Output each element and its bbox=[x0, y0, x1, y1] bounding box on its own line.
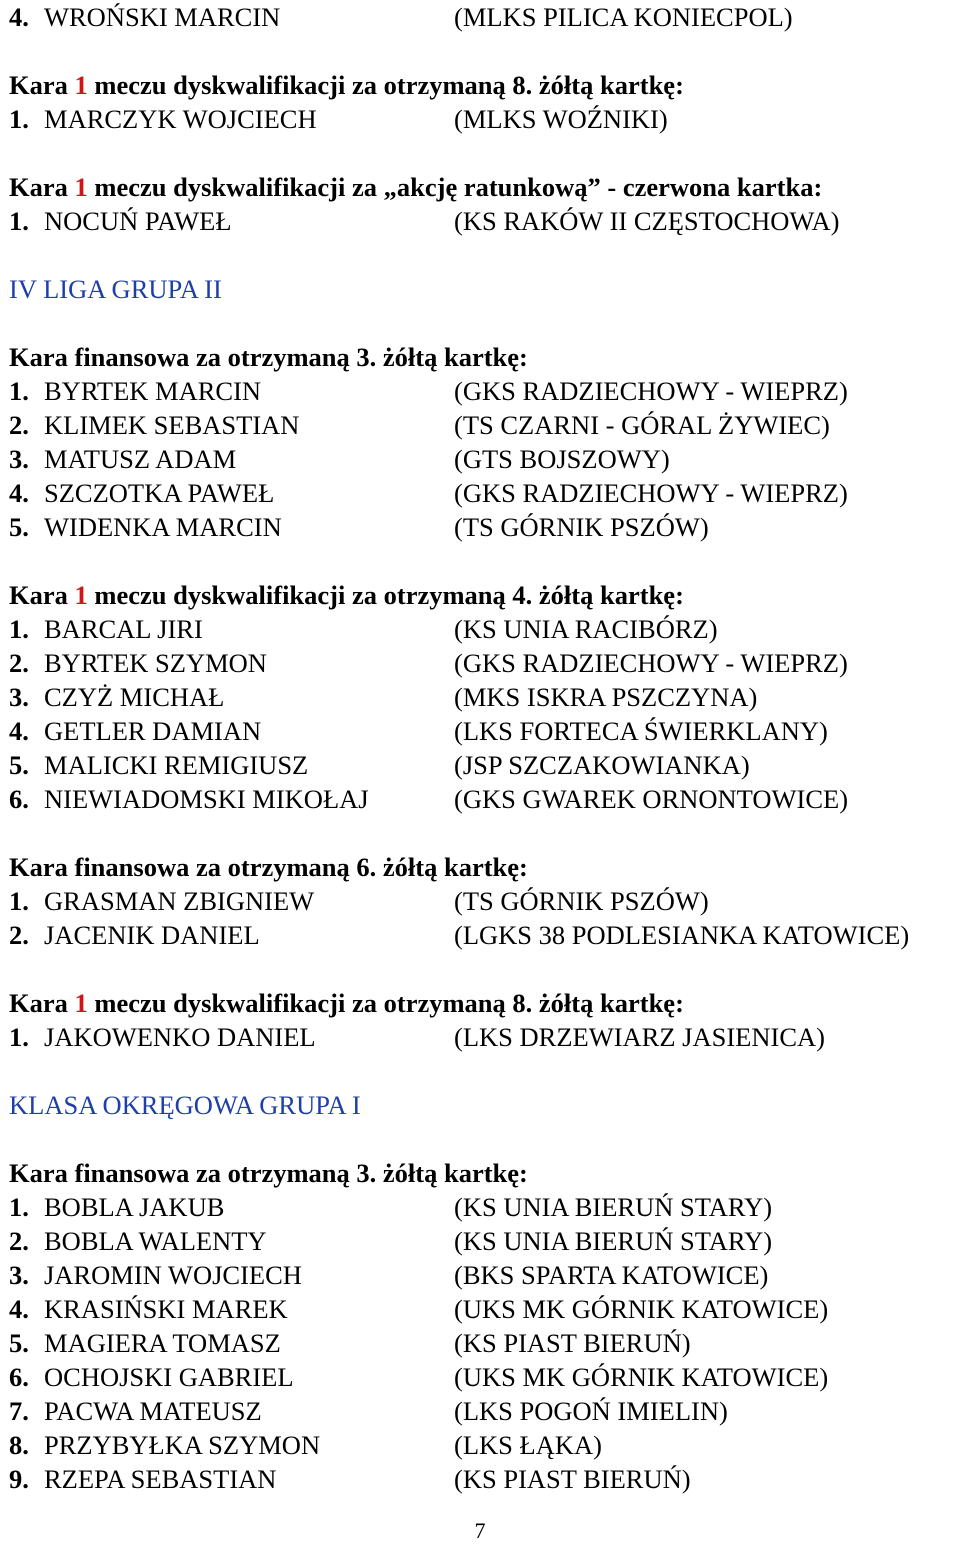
player-name: JACENIK DANIEL bbox=[44, 920, 260, 950]
list-item bbox=[9, 1428, 959, 1462]
penalty-heading-text: Kara finansowa za otrzymaną 3. żółtą kartkę: bbox=[9, 1158, 528, 1188]
entry-number: 1. bbox=[9, 206, 29, 236]
list-item bbox=[9, 374, 959, 408]
entry-number: 7. bbox=[9, 1396, 29, 1426]
spacer bbox=[9, 34, 959, 68]
entry-number: 1. bbox=[9, 1192, 29, 1222]
player-name: CZYŻ MICHAŁ bbox=[44, 682, 225, 712]
spacer bbox=[9, 544, 959, 578]
penalty-suffix: meczu dyskwalifikacji za „akcję ratunkową” - czerwona kartka: bbox=[94, 172, 823, 202]
league-title: IV LIGA GRUPA II bbox=[9, 274, 222, 304]
list-item bbox=[9, 612, 959, 646]
player-name: NIEWIADOMSKI MIKOŁAJ bbox=[44, 784, 369, 814]
penalty-heading-text: Kara finansowa za otrzymaną 6. żółtą kartkę: bbox=[9, 852, 528, 882]
spacer bbox=[9, 238, 959, 272]
entry-number: 5. bbox=[9, 750, 29, 780]
spacer bbox=[9, 136, 959, 170]
club-name: (GTS BOJSZOWY) bbox=[454, 444, 670, 474]
player-name: SZCZOTKA PAWEŁ bbox=[44, 478, 275, 508]
list-item bbox=[9, 0, 959, 34]
entry-number: 1. bbox=[9, 614, 29, 644]
list-item bbox=[9, 1224, 959, 1258]
entry-number: 1. bbox=[9, 1022, 29, 1052]
player-name: BYRTEK SZYMON bbox=[44, 648, 267, 678]
penalty-prefix: Kara bbox=[9, 988, 68, 1018]
penalty-heading-text: Kara finansowa za otrzymaną 3. żółtą kartkę: bbox=[9, 342, 528, 372]
player-name: JAKOWENKO DANIEL bbox=[44, 1022, 316, 1052]
entry-number: 4. bbox=[9, 1294, 29, 1324]
penalty-suffix: meczu dyskwalifikacji za otrzymaną 4. żółtą kartkę: bbox=[94, 580, 684, 610]
player-name: GRASMAN ZBIGNIEW bbox=[44, 886, 315, 916]
entry-number: 2. bbox=[9, 648, 29, 678]
player-name: MATUSZ ADAM bbox=[44, 444, 237, 474]
entry-number: 1. bbox=[9, 376, 29, 406]
club-name: (GKS RADZIECHOWY - WIEPRZ) bbox=[454, 648, 848, 678]
list-item bbox=[9, 748, 959, 782]
list-item bbox=[9, 476, 959, 510]
entry-number: 1. bbox=[9, 886, 29, 916]
club-name: (KS PIAST BIERUŃ) bbox=[454, 1328, 691, 1358]
list-item bbox=[9, 102, 959, 136]
club-name: (GKS GWAREK ORNONTOWICE) bbox=[454, 784, 849, 814]
entry-number: 6. bbox=[9, 1362, 29, 1392]
player-name: BARCAL JIRI bbox=[44, 614, 203, 644]
club-name: (LKS POGOŃ IMIELIN) bbox=[454, 1396, 728, 1426]
club-name: (MKS ISKRA PSZCZYNA) bbox=[454, 682, 758, 712]
match-count: 1 bbox=[74, 70, 88, 100]
entry-number: 5. bbox=[9, 512, 29, 542]
player-name: MARCZYK WOJCIECH bbox=[44, 104, 317, 134]
club-name: (KS PIAST BIERUŃ) bbox=[454, 1464, 691, 1494]
list-item bbox=[9, 1360, 959, 1394]
player-name: OCHOJSKI GABRIEL bbox=[44, 1362, 294, 1392]
club-name: (LKS DRZEWIARZ JASIENICA) bbox=[454, 1022, 825, 1052]
penalty-prefix: Kara bbox=[9, 172, 68, 202]
list-item bbox=[9, 510, 959, 544]
player-name: GETLER DAMIAN bbox=[44, 716, 262, 746]
penalty-heading bbox=[9, 1156, 959, 1190]
penalty-heading bbox=[9, 850, 959, 884]
entry-number: 2. bbox=[9, 410, 29, 440]
club-name: (GKS RADZIECHOWY - WIEPRZ) bbox=[454, 478, 848, 508]
league-title: KLASA OKRĘGOWA GRUPA I bbox=[9, 1090, 361, 1120]
player-name: KRASIŃSKI MAREK bbox=[44, 1294, 288, 1324]
club-name: (UKS MK GÓRNIK KATOWICE) bbox=[454, 1294, 829, 1324]
club-name: (KS UNIA BIERUŃ STARY) bbox=[454, 1226, 773, 1256]
entry-number: 6. bbox=[9, 784, 29, 814]
club-name: (UKS MK GÓRNIK KATOWICE) bbox=[454, 1362, 829, 1392]
player-name: BYRTEK MARCIN bbox=[44, 376, 262, 406]
entry-number: 3. bbox=[9, 444, 29, 474]
club-name: (KS UNIA RACIBÓRZ) bbox=[454, 614, 718, 644]
player-name: KLIMEK SEBASTIAN bbox=[44, 410, 300, 440]
league-section-title bbox=[9, 1088, 959, 1122]
player-name: RZEPA SEBASTIAN bbox=[44, 1464, 277, 1494]
player-name: PACWA MATEUSZ bbox=[44, 1396, 262, 1426]
player-name: PRZYBYŁKA SZYMON bbox=[44, 1430, 321, 1460]
list-item bbox=[9, 782, 959, 816]
entry-number: 4. bbox=[9, 2, 29, 32]
match-count: 1 bbox=[74, 580, 88, 610]
list-item bbox=[9, 646, 959, 680]
club-name: (LKS ŁĄKA) bbox=[454, 1430, 602, 1460]
penalty-heading bbox=[9, 986, 959, 1020]
league-section-title bbox=[9, 272, 959, 306]
list-item bbox=[9, 408, 959, 442]
match-count: 1 bbox=[74, 988, 88, 1018]
club-name: (TS GÓRNIK PSZÓW) bbox=[454, 512, 709, 542]
player-name: WROŃSKI MARCIN bbox=[44, 2, 281, 32]
match-count: 1 bbox=[74, 172, 88, 202]
spacer bbox=[9, 816, 959, 850]
club-name: (MLKS WOŹNIKI) bbox=[454, 104, 668, 134]
document-body bbox=[9, 0, 959, 1496]
club-name: (BKS SPARTA KATOWICE) bbox=[454, 1260, 769, 1290]
list-item bbox=[9, 1292, 959, 1326]
list-item bbox=[9, 1258, 959, 1292]
player-name: JAROMIN WOJCIECH bbox=[44, 1260, 302, 1290]
club-name: (LGKS 38 PODLESIANKA KATOWICE) bbox=[454, 920, 910, 950]
list-item bbox=[9, 1326, 959, 1360]
player-name: MALICKI REMIGIUSZ bbox=[44, 750, 309, 780]
list-item bbox=[9, 1394, 959, 1428]
penalty-heading bbox=[9, 340, 959, 374]
entry-number: 8. bbox=[9, 1430, 29, 1460]
entry-number: 3. bbox=[9, 682, 29, 712]
player-name: BOBLA JAKUB bbox=[44, 1192, 225, 1222]
entry-number: 2. bbox=[9, 1226, 29, 1256]
spacer bbox=[9, 1054, 959, 1088]
list-item bbox=[9, 1462, 959, 1496]
list-item bbox=[9, 680, 959, 714]
entry-number: 5. bbox=[9, 1328, 29, 1358]
spacer bbox=[9, 306, 959, 340]
player-name: MAGIERA TOMASZ bbox=[44, 1328, 281, 1358]
entry-number: 3. bbox=[9, 1260, 29, 1290]
club-name: (TS GÓRNIK PSZÓW) bbox=[454, 886, 709, 916]
player-name: NOCUŃ PAWEŁ bbox=[44, 206, 232, 236]
club-name: (KS UNIA BIERUŃ STARY) bbox=[454, 1192, 773, 1222]
entry-number: 9. bbox=[9, 1464, 29, 1494]
page-number: 7 bbox=[474, 1518, 486, 1543]
club-name: (MLKS PILICA KONIECPOL) bbox=[454, 2, 793, 32]
list-item bbox=[9, 714, 959, 748]
club-name: (LKS FORTECA ŚWIERKLANY) bbox=[454, 716, 828, 746]
player-name: WIDENKA MARCIN bbox=[44, 512, 282, 542]
penalty-heading bbox=[9, 68, 959, 102]
penalty-suffix: meczu dyskwalifikacji za otrzymaną 8. żółtą kartkę: bbox=[94, 70, 684, 100]
club-name: (KS RAKÓW II CZĘSTOCHOWA) bbox=[454, 206, 840, 236]
entry-number: 2. bbox=[9, 920, 29, 950]
list-item bbox=[9, 1190, 959, 1224]
club-name: (GKS RADZIECHOWY - WIEPRZ) bbox=[454, 376, 848, 406]
penalty-heading bbox=[9, 170, 959, 204]
list-item bbox=[9, 1020, 959, 1054]
spacer bbox=[9, 1122, 959, 1156]
penalty-prefix: Kara bbox=[9, 70, 68, 100]
penalty-suffix: meczu dyskwalifikacji za otrzymaną 8. żółtą kartkę: bbox=[94, 988, 684, 1018]
penalty-heading bbox=[9, 578, 959, 612]
player-name: BOBLA WALENTY bbox=[44, 1226, 267, 1256]
list-item bbox=[9, 204, 959, 238]
spacer bbox=[9, 952, 959, 986]
club-name: (JSP SZCZAKOWIANKA) bbox=[454, 750, 750, 780]
list-item bbox=[9, 884, 959, 918]
list-item bbox=[9, 918, 959, 952]
entry-number: 4. bbox=[9, 478, 29, 508]
entry-number: 4. bbox=[9, 716, 29, 746]
club-name: (TS CZARNI - GÓRAL ŻYWIEC) bbox=[454, 410, 830, 440]
list-item bbox=[9, 442, 959, 476]
penalty-prefix: Kara bbox=[9, 580, 68, 610]
entry-number: 1. bbox=[9, 104, 29, 134]
